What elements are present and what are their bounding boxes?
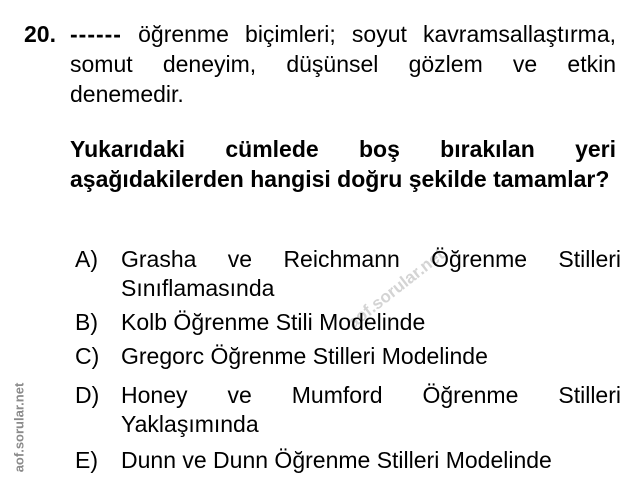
blank-placeholder: ------ [70, 21, 122, 47]
option-letter: B) [75, 309, 98, 335]
option-letter: A) [75, 246, 98, 272]
stem-text: öğrenme biçimleri; soyut kavramsallaştırma, somut deneyim, düşünsel gözlem ve etkin denemedir. [70, 21, 616, 107]
option-letter: D) [75, 382, 100, 408]
option-text: Dunn ve Dunn Öğrenme Stilleri Modelinde [121, 447, 552, 473]
option-text: Gregorc Öğrenme Stilleri Modelinde [121, 343, 488, 369]
option-text: Grasha ve Reichmann Öğrenme Stilleri Sınıflamasında [121, 246, 621, 301]
watermark-side: aof.sorular.net [11, 382, 27, 473]
option-text: Kolb Öğrenme Stili Modelinde [121, 309, 426, 335]
option-letter: E) [75, 447, 98, 473]
option-text: Honey ve Mumford Öğrenme Stilleri Yaklaşımında [121, 382, 621, 437]
option-letter: C) [75, 343, 100, 369]
question-number: 20. [24, 21, 56, 47]
question-stem [70, 19, 616, 109]
watermark-diagonal: aof.sorular.net [343, 245, 448, 333]
question-prompt: Yukarıdaki cümlede boş bırakılan yeri aşağıdakilerden hangisi doğru şekilde tamamlar? [70, 136, 616, 192]
